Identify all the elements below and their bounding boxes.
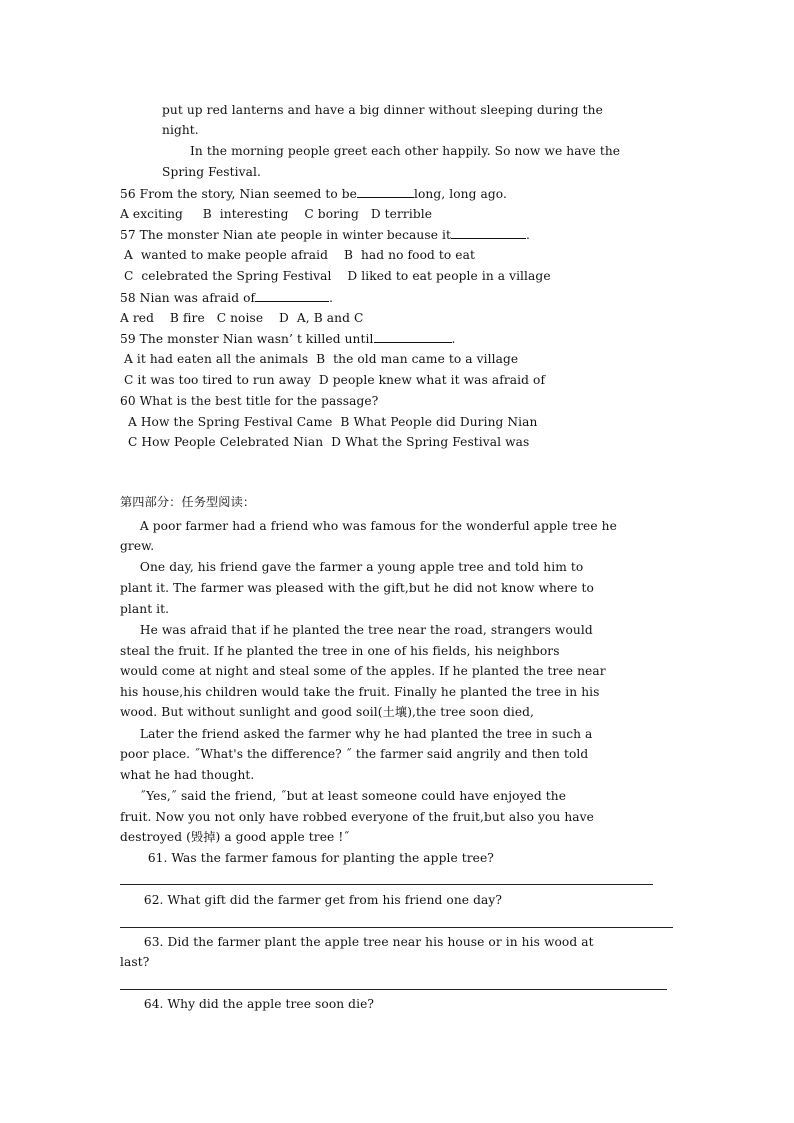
passage-line: Later the friend asked the farmer why he had planted the tree in such a [120,727,593,741]
question-stem-end: . [329,291,334,305]
passage-line: poor place. ˝What's the difference? ˝ the farmer said angrily and then told [120,747,589,761]
question-57 [120,226,530,243]
question-59-options: C it was too tired to run away D people knew what it was afraid of [120,373,546,387]
passage-line: his house,his children would take the fruit. Finally he planted the tree in his [120,685,600,699]
question-stem: 57 The monster Nian ate people in winter because it [120,228,451,242]
passage-line: He was afraid that if he planted the tree near the road, strangers would [120,623,593,637]
question-60-options: C How People Celebrated Nian D What the Spring Festival was [120,435,530,449]
passage-line: wood. But without sunlight and good soil(土壤),the tree soon died, [120,705,535,719]
section-heading: 第四部分：任务型阅读： [120,495,256,509]
question-stem-end: long, long ago. [414,187,507,201]
question-stem-end: . [451,332,456,346]
question-62: 62. What gift did the farmer get from his friend one day? [120,893,502,907]
answer-blank[interactable] [374,330,452,343]
question-57-options: A wanted to make people afraid B had no food to eat [120,248,475,262]
story-line: In the morning people greet each other happily. So now we have the [190,144,621,158]
question-64: 64. Why did the apple tree soon die? [120,997,375,1011]
passage-line: what he had thought. [120,768,255,782]
answer-line-61[interactable] [120,884,653,885]
question-60: 60 What is the best title for the passage? [120,394,379,408]
question-59 [120,330,455,347]
passage-line: grew. [120,539,155,553]
passage-line: plant it. The farmer was pleased with the gift,but he did not know where to [120,581,594,595]
passage-line: steal the fruit. If he planted the tree in one of his fields, his neighbors [120,644,560,658]
question-stem: 59 The monster Nian wasn’ t killed until [120,332,374,346]
question-61: 61. Was the farmer famous for planting the apple tree? [120,851,494,865]
passage-line: ˝Yes,˝ said the friend, ˝but at least someone could have enjoyed the [120,789,567,803]
passage-line: destroyed (毁掉) a good apple tree !˝ [120,830,350,844]
question-56-options: A exciting B interesting C boring D terrible [120,207,433,221]
question-58-options: A red B fire C noise D A, B and C [120,311,364,325]
passage-line: fruit. Now you not only have robbed everyone of the fruit,but also you have [120,810,594,824]
question-stem: 58 Nian was afraid of [120,291,256,305]
question-stem-end: . [526,228,530,242]
question-58 [120,289,333,306]
question-63: 63. Did the farmer plant the apple tree near his house or in his wood at [120,935,594,949]
answer-blank[interactable] [451,226,526,239]
question-stem: 56 From the story, Nian seemed to be [120,187,357,201]
passage-line: A poor farmer had a friend who was famous for the wonderful apple tree he [120,519,617,533]
question-59-options: A it had eaten all the animals B the old man came to a village [120,352,519,366]
passage-line: would come at night and steal some of the apples. If he planted the tree near [120,664,606,678]
answer-blank[interactable] [255,289,329,302]
answer-line-63[interactable] [120,989,667,990]
answer-blank[interactable] [357,185,414,198]
question-57-options: C celebrated the Spring Festival D liked to eat people in a village [120,269,551,283]
answer-line-62[interactable] [120,927,673,928]
passage-line: plant it. [120,602,170,616]
question-56 [120,185,507,202]
passage-line: One day, his friend gave the farmer a young apple tree and told him to [120,560,584,574]
question-60-options: A How the Spring Festival Came B What People did During Nian [120,415,538,429]
question-63-cont: last? [120,955,150,969]
story-line: night. [162,123,199,137]
story-line: put up red lanterns and have a big dinner without sleeping during the [162,103,603,117]
story-line: Spring Festival. [162,165,261,179]
